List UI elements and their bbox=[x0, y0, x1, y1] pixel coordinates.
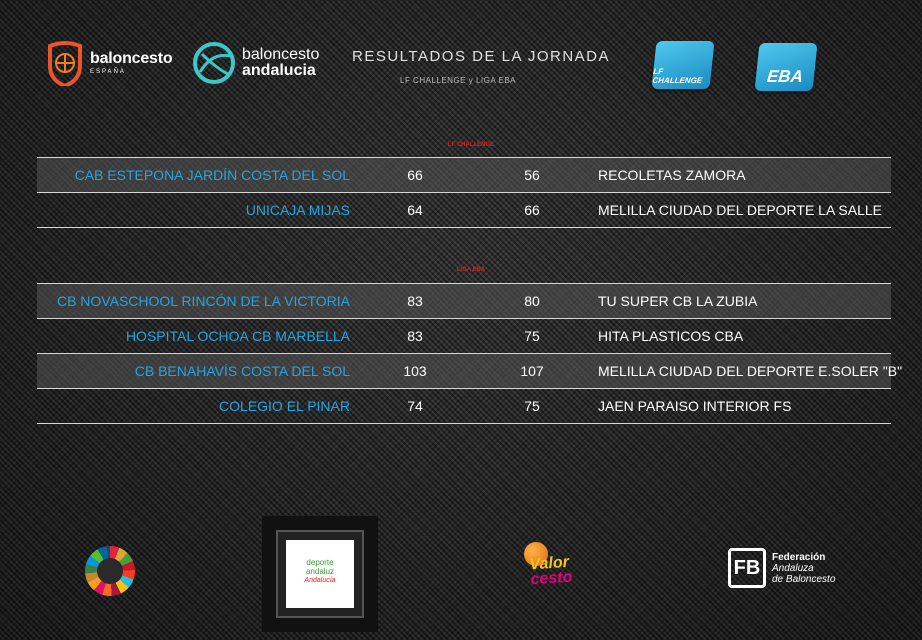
home-score: 64 bbox=[407, 202, 423, 218]
section-label-liga-eba: LIGA EBA bbox=[456, 267, 486, 273]
valorcesto-logo bbox=[520, 540, 606, 590]
federacion-line1: Federación bbox=[772, 551, 826, 563]
home-team: CAB ESTEPONA JARDÍN COSTA DEL SOL bbox=[74, 167, 350, 183]
fbe-logo-name: baloncesto bbox=[90, 50, 173, 67]
home-team: CB BENAHAVÍS COSTA DEL SOL bbox=[134, 363, 350, 379]
deporte-andaluz-logo bbox=[262, 516, 378, 632]
deporte-andaluz-card bbox=[286, 540, 354, 608]
away-score: 66 bbox=[524, 202, 540, 218]
table-row bbox=[37, 389, 891, 424]
table-row bbox=[37, 193, 891, 228]
federacion-andaluza-logo bbox=[728, 548, 835, 588]
andalucia-logo-line2: andalucia bbox=[242, 62, 316, 79]
valorcesto-part2: cesto bbox=[529, 568, 573, 589]
away-team: TU SUPER CB LA ZUBIA bbox=[598, 293, 758, 309]
home-team: CB NOVASCHOOL RINCÓN DE LA VICTORIA bbox=[56, 293, 350, 309]
valorcesto-part1: Valor bbox=[528, 553, 570, 574]
lf-challenge-badge-label: LF CHALLENGE bbox=[651, 67, 703, 85]
home-team: COLEGIO EL PINAR bbox=[219, 398, 350, 414]
table-row bbox=[37, 319, 891, 354]
table-row bbox=[37, 158, 891, 193]
deporte-andaluz-line1: deporte bbox=[306, 558, 334, 567]
lf-challenge-badge bbox=[651, 41, 714, 89]
away-team: JAEN PARAISO INTERIOR FS bbox=[598, 398, 792, 414]
fbe-logo bbox=[46, 40, 172, 86]
federacion-line2: Andaluza bbox=[772, 562, 814, 574]
fbe-logo-icon bbox=[46, 40, 84, 86]
table-row bbox=[37, 284, 891, 319]
home-score: 83 bbox=[407, 328, 423, 344]
away-team: HITA PLASTICOS CBA bbox=[598, 328, 744, 344]
page-title: RESULTADOS DE LA JORNADA bbox=[352, 48, 610, 65]
home-score: 66 bbox=[407, 167, 423, 183]
andalucia-logo bbox=[192, 42, 319, 84]
home-team: UNICAJA MIJAS bbox=[245, 202, 350, 218]
federacion-mark: FB bbox=[728, 548, 766, 588]
away-score: 56 bbox=[524, 167, 540, 183]
away-score: 80 bbox=[524, 293, 540, 309]
away-team: MELILLA CIUDAD DEL DEPORTE LA SALLE bbox=[598, 202, 883, 218]
deporte-andaluz-line3: Andalucía bbox=[304, 577, 336, 584]
away-score: 75 bbox=[524, 328, 540, 344]
liga-eba-badge-label: EBA bbox=[766, 67, 804, 86]
away-score: 75 bbox=[524, 398, 540, 414]
fbe-logo-sub: ESPAÑA bbox=[90, 69, 126, 75]
table-row bbox=[37, 354, 903, 389]
federacion-line3: de Baloncesto bbox=[772, 573, 836, 585]
liga-eba-badge bbox=[754, 43, 817, 91]
section-label-lf-challenge: LF CHALLENGE bbox=[447, 142, 495, 148]
away-score: 107 bbox=[520, 363, 544, 379]
home-score: 103 bbox=[403, 363, 427, 379]
ods-wheel-icon bbox=[85, 546, 135, 596]
andalucia-logo-icon bbox=[192, 42, 238, 84]
home-score: 83 bbox=[407, 293, 423, 309]
away-team: MELILLA CIUDAD DEL DEPORTE E.SOLER "B" bbox=[598, 363, 903, 379]
page-subtitle: LF CHALLENGE y LIGA EBA bbox=[400, 76, 516, 85]
home-team: HOSPITAL OCHOA CB MARBELLA bbox=[125, 328, 350, 344]
away-team: RECOLETAS ZAMORA bbox=[598, 167, 746, 183]
home-score: 74 bbox=[407, 398, 423, 414]
deporte-andaluz-line2: andaluz bbox=[305, 567, 335, 576]
andalucia-logo-line1: baloncesto bbox=[242, 46, 320, 63]
